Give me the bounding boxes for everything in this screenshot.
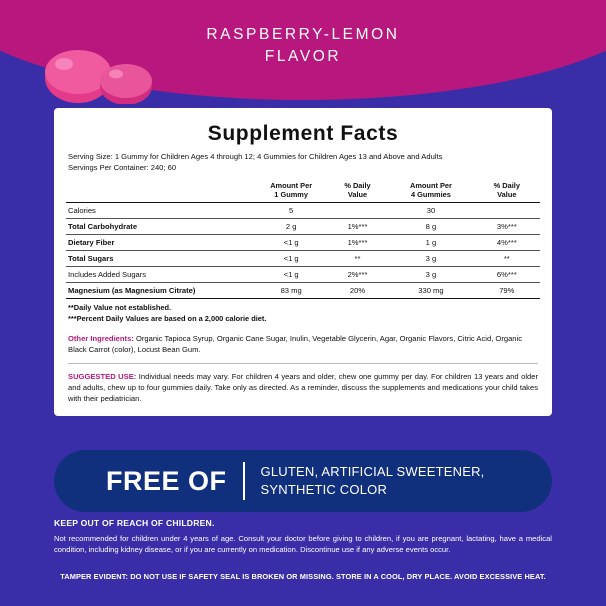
free-of-line-1: GLUTEN, ARTIFICIAL SWEETENER, (260, 464, 485, 479)
table-row (66, 203, 540, 219)
suggested-use-text: Individual needs may vary. For children 4 years and older, chew one gummy per day. For children 13 years and older and adults, chew up to four gummies daily. Take only as directed. As a reminder, discuss the supplements and medications your child takes with their pediatrician. (68, 372, 539, 403)
free-of-title: FREE OF (106, 465, 227, 496)
table-header-row (66, 178, 540, 203)
table-row (66, 283, 540, 299)
row-dv-1 (327, 203, 389, 219)
servings-per-container: Servings Per Container: 240; 60 (68, 162, 177, 172)
footnote-percent-dv: ***Percent Daily Values are based on a 2,000 calorie diet. (68, 313, 267, 323)
suggested-use (66, 371, 540, 404)
free-of-panel (54, 450, 552, 512)
table-row (66, 267, 540, 283)
supplement-facts-table (66, 178, 540, 299)
row-dv-1: ** (327, 251, 389, 267)
other-ingredients-label: Other Ingredients: (68, 334, 134, 343)
row-dv-1: 1%*** (327, 235, 389, 251)
supplement-facts-title: Supplement Facts (207, 122, 399, 145)
free-of-list (245, 463, 485, 499)
row-dv-4: 4%*** (474, 235, 540, 251)
tamper-evident-notice: TAMPER EVIDENT: DO NOT USE IF SAFETY SEAL IS BROKEN OR MISSING. STORE IN A COOL, DRY PLACE. AVOID EXCESSIVE HEAT. (60, 572, 546, 581)
row-dv-4: 3%*** (474, 219, 540, 235)
row-amount-1: 5 (256, 203, 327, 219)
row-dv-4: ** (474, 251, 540, 267)
row-dv-1: 20% (327, 283, 389, 299)
header-dv-1-gummy: % Daily Value (327, 178, 389, 203)
row-amount-4: 1 g (388, 235, 473, 251)
row-dv-4 (474, 203, 540, 219)
header-amount-4-gummies: Amount Per 4 Gummies (388, 178, 473, 203)
flavor-line-1: RASPBERRY-LEMON (206, 26, 400, 43)
table-row (66, 219, 540, 235)
gummy-candies-icon (44, 42, 154, 104)
table-row (66, 251, 540, 267)
row-amount-4: 8 g (388, 219, 473, 235)
other-ingredients-text: Organic Tapioca Syrup, Organic Cane Sugar, Inulin, Vegetable Glycerin, Agar, Organic Flavors, Citric Acid, Organic Black Carrot (color), Locust Bean Gum. (68, 334, 523, 354)
row-amount-4: 3 g (388, 267, 473, 283)
footnotes (66, 303, 540, 324)
divider (68, 363, 538, 364)
warnings-section (54, 518, 552, 555)
row-amount-1: <1 g (256, 251, 327, 267)
flavor-line-2: FLAVOR (264, 48, 342, 65)
row-label: Magnesium (as Magnesium Citrate) (66, 283, 256, 299)
row-amount-4: 30 (388, 203, 473, 219)
row-dv-4: 6%*** (474, 267, 540, 283)
supplement-facts-card (54, 108, 552, 416)
row-dv-1: 2%*** (327, 267, 389, 283)
other-ingredients (66, 333, 540, 355)
row-label: Calories (66, 203, 256, 219)
row-label: Total Sugars (66, 251, 256, 267)
row-amount-1: <1 g (256, 267, 327, 283)
suggested-use-label: SUGGESTED USE: (68, 372, 137, 381)
row-dv-1: 1%*** (327, 219, 389, 235)
table-row (66, 235, 540, 251)
header-blank (66, 178, 256, 203)
footnote-daily-value: **Daily Value not established. (68, 303, 172, 312)
row-amount-4: 330 mg (388, 283, 473, 299)
row-label: Dietary Fiber (66, 235, 256, 251)
row-dv-4: 79% (474, 283, 540, 299)
warnings-body: Not recommended for children under 4 years of age. Consult your doctor before giving to children, if you are pregnant, lactating, have a medical condition, including kidney disease, or if you are currently on medication. Discontinue use if any adverse events occur. (54, 534, 552, 554)
row-amount-1: <1 g (256, 235, 327, 251)
row-amount-4: 3 g (388, 251, 473, 267)
serving-size: Serving Size: 1 Gummy for Children Ages 4 through 12; 4 Gummies for Children Ages 13 and Above and Adults (68, 152, 443, 161)
header-dv-4-gummies: % Daily Value (474, 178, 540, 203)
row-amount-1: 2 g (256, 219, 327, 235)
keep-out-of-reach-heading: KEEP OUT OF REACH OF CHILDREN. (54, 518, 215, 528)
free-of-line-2: SYNTHETIC COLOR (260, 482, 388, 497)
row-label: Total Carbohydrate (66, 219, 256, 235)
header-amount-1-gummy: Amount Per 1 Gummy (256, 178, 327, 203)
row-amount-1: 83 mg (256, 283, 327, 299)
row-label: Includes Added Sugars (66, 267, 256, 283)
